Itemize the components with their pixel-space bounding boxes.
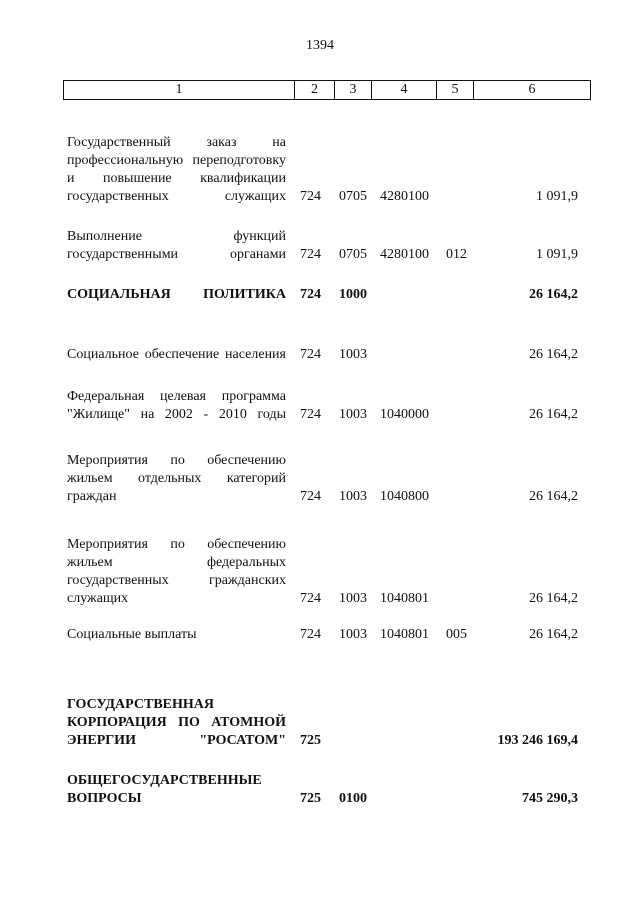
row-col-3: 1003 xyxy=(339,489,367,504)
table-row xyxy=(0,448,640,506)
row-name: Мероприятия по обеспечению жильем федеральных государственных гражданских служащих xyxy=(67,537,286,606)
table-row xyxy=(0,110,640,206)
row-name: ГОСУДАРСТВЕННАЯ КОРПОРАЦИЯ ПО АТОМНОЙ ЭНЕРГИИ "РОСАТОМ" xyxy=(67,697,286,748)
row-col-6: 193 246 169,4 xyxy=(497,733,578,748)
row-col-3: 1000 xyxy=(339,287,367,302)
row-col-6: 1 091,9 xyxy=(536,189,578,204)
row-col-3: 0705 xyxy=(339,247,367,262)
row-col-3: 1003 xyxy=(339,347,367,362)
row-col-5: 005 xyxy=(446,627,467,642)
row-col-4: 4280100 xyxy=(380,189,429,204)
row-col-3: 1003 xyxy=(339,627,367,642)
row-col-6: 26 164,2 xyxy=(529,591,578,606)
row-name: Выполнение функций государственными органами xyxy=(67,229,286,262)
table-row xyxy=(0,768,640,808)
row-col-3: 1003 xyxy=(339,407,367,422)
row-col-2: 725 xyxy=(300,733,321,748)
row-col-4: 1040000 xyxy=(380,407,429,422)
row-col-6: 26 164,2 xyxy=(529,347,578,362)
header-col-6: 6 xyxy=(528,82,536,97)
row-col-3: 1003 xyxy=(339,591,367,606)
table-row xyxy=(0,222,640,264)
table-row xyxy=(0,672,640,750)
row-name: СОЦИАЛЬНАЯ ПОЛИТИКА xyxy=(67,287,286,302)
row-col-4: 4280100 xyxy=(380,247,429,262)
header-col-3: 3 xyxy=(335,81,372,99)
row-col-4: 1040801 xyxy=(380,627,429,642)
row-name: Социальное обеспечение населения xyxy=(67,347,286,362)
table-row xyxy=(0,284,640,304)
table-row xyxy=(0,324,640,364)
row-col-2: 724 xyxy=(300,489,321,504)
row-col-4: 1040800 xyxy=(380,489,429,504)
table-row xyxy=(0,384,640,424)
row-name: ОБЩЕГОСУДАРСТВЕННЫЕ ВОПРОСЫ xyxy=(67,773,262,806)
row-col-6: 26 164,2 xyxy=(529,407,578,422)
row-col-5: 012 xyxy=(446,247,467,262)
table-row xyxy=(0,532,640,608)
row-col-6: 26 164,2 xyxy=(529,627,578,642)
table-header xyxy=(63,80,591,100)
row-col-2: 724 xyxy=(300,627,321,642)
row-col-6: 26 164,2 xyxy=(529,287,578,302)
row-col-2: 724 xyxy=(300,287,321,302)
row-col-6: 745 290,3 xyxy=(522,791,578,806)
row-col-2: 724 xyxy=(300,347,321,362)
row-name: Социальные выплаты xyxy=(67,627,197,642)
row-col-3: 0705 xyxy=(339,189,367,204)
header-col-5: 5 xyxy=(437,81,474,99)
row-col-2: 724 xyxy=(300,189,321,204)
header-col-1: 1 xyxy=(64,81,295,99)
row-col-3: 0100 xyxy=(339,791,367,806)
row-col-2: 724 xyxy=(300,247,321,262)
row-col-2: 725 xyxy=(300,791,321,806)
row-col-2: 724 xyxy=(300,591,321,606)
table-row xyxy=(0,624,640,644)
row-col-6: 1 091,9 xyxy=(536,247,578,262)
header-col-2: 2 xyxy=(295,81,335,99)
row-name: Государственный заказ на профессиональную переподготовку и повышение квалификации государственных служащих xyxy=(67,135,286,204)
page-number: 1394 xyxy=(306,38,334,53)
row-col-2: 724 xyxy=(300,407,321,422)
row-name: Федеральная целевая программа "Жилище" на 2002 - 2010 годы xyxy=(67,389,286,422)
row-col-4: 1040801 xyxy=(380,591,429,606)
header-col-4: 4 xyxy=(372,81,437,99)
row-name: Мероприятия по обеспечению жильем отдельных категорий граждан xyxy=(67,453,286,504)
row-col-6: 26 164,2 xyxy=(529,489,578,504)
